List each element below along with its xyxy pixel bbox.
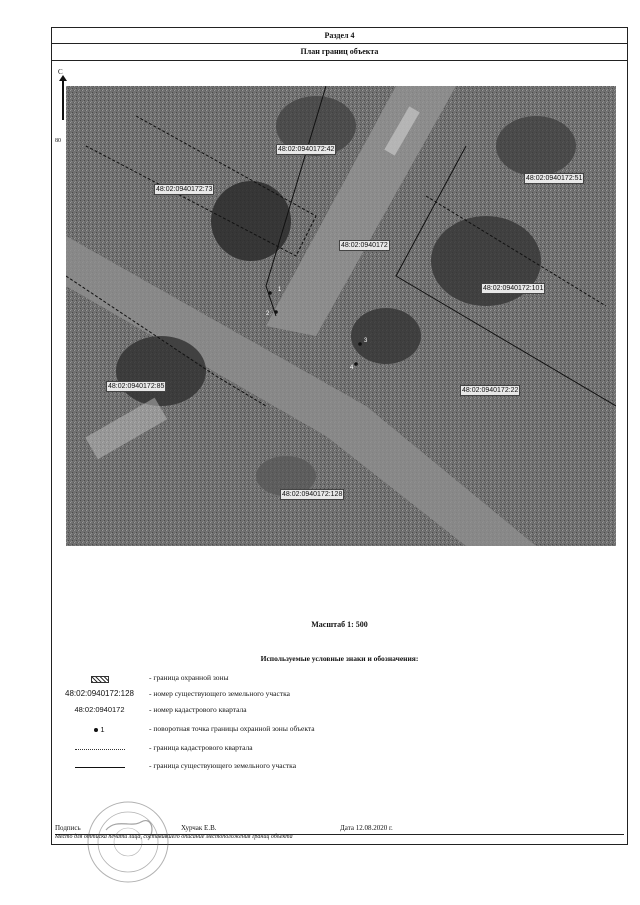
legend-desc: - номер кадастрового квартала [149, 705, 247, 714]
legend-symbol [52, 724, 147, 734]
signature-label: Подпись [55, 824, 81, 832]
signer-name: Хурчак Е.В. [181, 824, 217, 832]
dotted-line-icon [75, 749, 125, 750]
aerial-map [66, 86, 616, 546]
quarter-label: 48:02:0940172 [341, 242, 388, 249]
point-marker [268, 291, 272, 295]
stamp-note: Место для оттиска печати лица, составившего описание местоположения границ объекта [55, 834, 293, 840]
legend-symbol: 48:02:0940172 [74, 705, 125, 714]
map-scale: Масштаб 1: 500 [311, 620, 368, 629]
legend-symbol [52, 673, 147, 685]
parcel-label: 48:02:0940172:101 [483, 285, 544, 292]
parcel-label: 48:02:0940172:73 [156, 186, 213, 193]
dot-icon [94, 728, 98, 732]
legend-desc: - граница охранной зоны [149, 673, 229, 682]
parcel-label: 48:02:0940172:128 [282, 491, 343, 498]
legend-desc: - поворотная точка границы охранной зоны объекта [149, 724, 315, 733]
north-scale-label: 80 [55, 138, 61, 144]
point-label: 4 [350, 365, 354, 371]
point-marker [358, 342, 362, 346]
arrow-up-icon [62, 80, 64, 120]
aerial-photo [66, 86, 616, 546]
legend-symbol [52, 761, 147, 770]
document-frame [51, 27, 628, 845]
hatch-icon [91, 676, 109, 683]
parcel-label: 48:02:0940172:22 [462, 387, 519, 394]
legend-desc: - номер существующего земельного участка [149, 689, 290, 698]
legend-desc: - граница кадастрового квартала [149, 743, 253, 752]
parcel-label: 48:02:0940172:42 [278, 146, 335, 153]
section-header: Раздел 4 [52, 28, 627, 44]
legend-title: Используемые условные знаки и обозначения: [260, 654, 419, 663]
legend-item [52, 673, 627, 687]
point-marker [274, 310, 278, 314]
legend-item [52, 705, 627, 719]
point-label: 3 [364, 338, 368, 344]
legend-symbol: 48:02:0940172:128 [65, 689, 134, 698]
legend-item [52, 689, 627, 703]
point-label: 1 [278, 287, 282, 293]
page-title: План границ объекта [52, 44, 627, 61]
legend-item [52, 761, 627, 775]
north-letter: С [58, 68, 63, 76]
stamp-icon [86, 800, 170, 884]
legend-point-number: 1 [100, 725, 105, 734]
solid-line-icon [75, 767, 125, 768]
legend-item [52, 724, 627, 738]
legend-item [52, 743, 627, 757]
point-marker [354, 362, 358, 366]
signature-date: Дата 12.08.2020 г. [340, 824, 393, 832]
point-label: 2 [266, 311, 270, 317]
legend-symbol [52, 743, 147, 752]
parcel-label: 48:02:0940172:51 [526, 175, 583, 182]
legend-desc: - граница существующего земельного участка [149, 761, 297, 770]
parcel-label: 48:02:0940172:85 [108, 383, 165, 390]
